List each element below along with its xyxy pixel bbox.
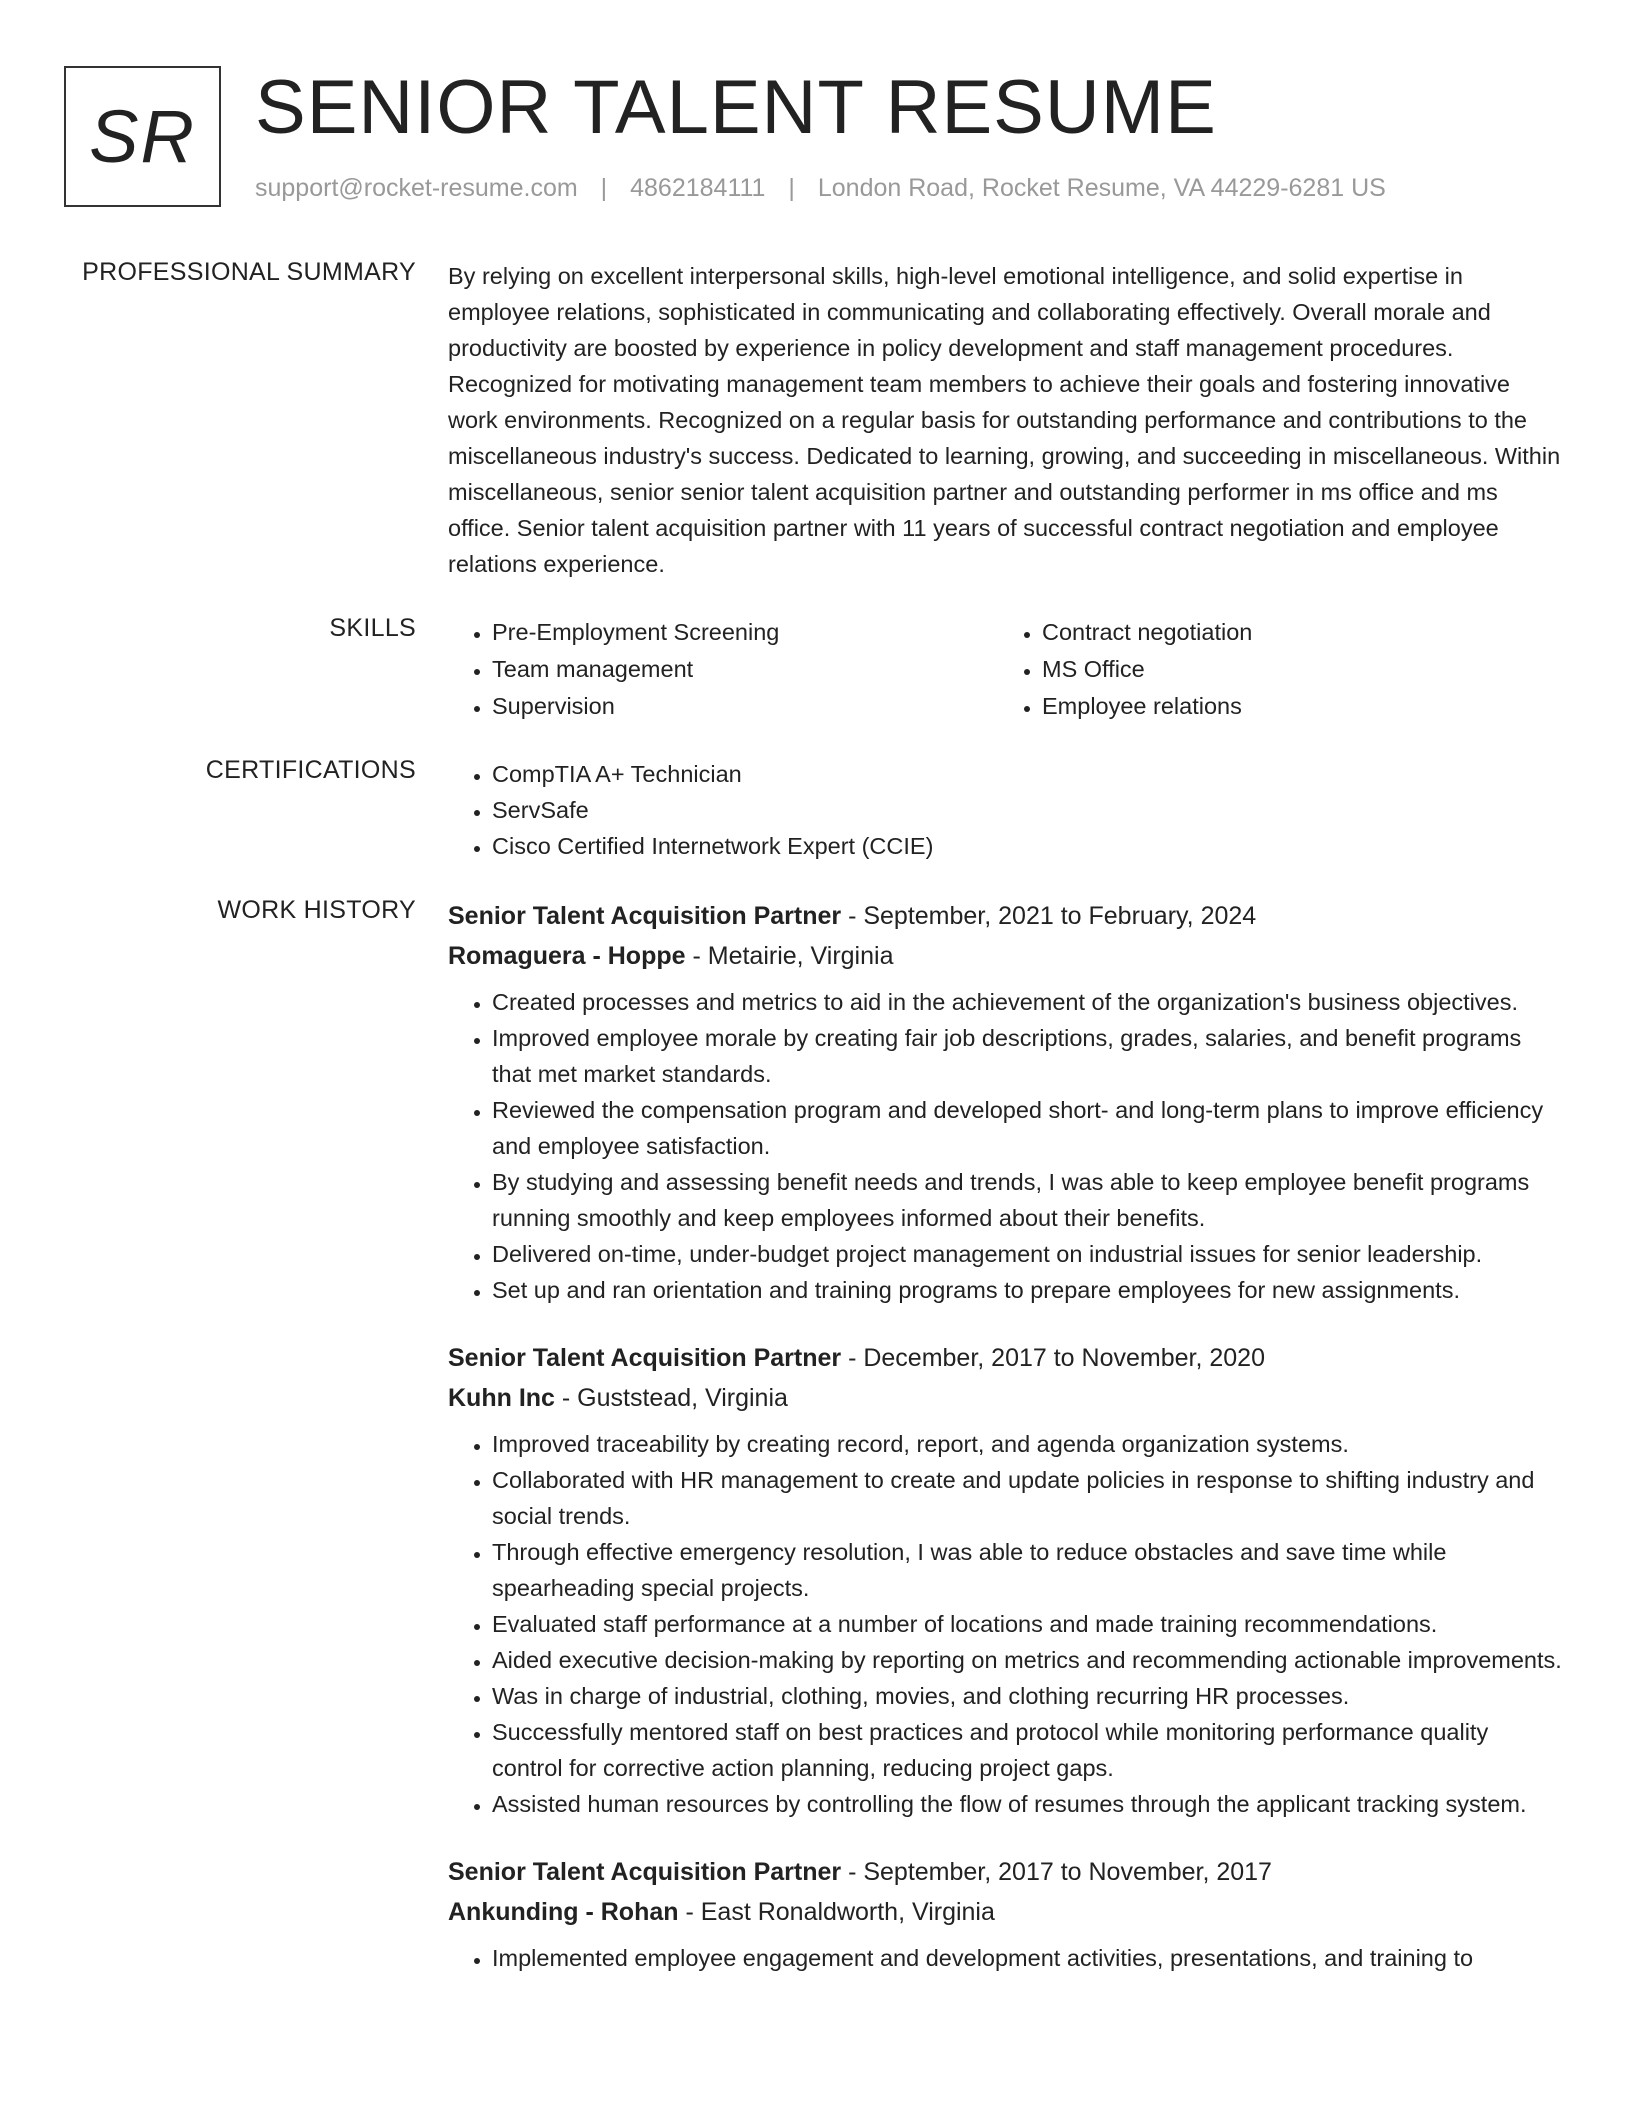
job-company-line (448, 1892, 1563, 1932)
job-entry (448, 1852, 1563, 1976)
job-title: Senior Talent Acquisition Partner (448, 902, 842, 930)
job-company: Ankunding - Rohan (448, 1898, 679, 1926)
job-bullet: • Created processes and metrics to aid in the achievement of the organization's business objectives. (492, 984, 1563, 1020)
skill-item: • Contract negotiation (1042, 614, 1548, 651)
job-bullet: • Improved traceability by creating record, report, and agenda organization systems. (492, 1426, 1563, 1462)
job-bullet: • Set up and ran orientation and training programs to prepare employees for new assignments. (492, 1272, 1563, 1308)
certification-item: • CompTIA A+ Technician (492, 756, 1563, 792)
job-entry (448, 1338, 1563, 1822)
job-company: Kuhn Inc (448, 1384, 555, 1412)
job-title: Senior Talent Acquisition Partner (448, 1858, 842, 1886)
job-location: - Metairie, Virginia (685, 942, 894, 970)
certifications-list (448, 756, 1563, 864)
job-bullets (448, 1940, 1563, 1976)
contact-separator: | (600, 174, 608, 202)
job-title-line (448, 1852, 1563, 1892)
job-title-line (448, 1338, 1563, 1378)
job-bullets (448, 1426, 1563, 1822)
contact-separator: | (788, 174, 795, 202)
job-bullets (448, 984, 1563, 1308)
work-history-body (448, 896, 1563, 1976)
section-label-summary: PROFESSIONAL SUMMARY (82, 258, 416, 286)
summary-body (448, 258, 1563, 582)
skills-list-right (998, 614, 1548, 725)
section-label-skills: SKILLS (329, 614, 416, 642)
skill-item: • MS Office (1042, 651, 1548, 688)
skill-item: • Employee relations (1042, 688, 1548, 725)
job-bullet: • Was in charge of industrial, clothing, movies, and clothing recurring HR processes. (492, 1678, 1563, 1714)
contact-line (255, 174, 1386, 203)
job-company-line (448, 936, 1563, 976)
section-label-certifications: CERTIFICATIONS (205, 756, 416, 784)
job-company: Romaguera - Hoppe (448, 942, 686, 970)
skill-item: • Pre-Employment Screening (492, 614, 998, 651)
job-location: - Guststead, Virginia (554, 1384, 788, 1412)
summary-text: By relying on excellent interpersonal skills, high-level emotional intelligence, and solid expertise in employee relations, sophisticated in communicating and collaborating effectively. Overall morale and productivity are boosted by experience in policy development and staff management procedures. Recognized for motivating management team members to achieve their goals and fostering innovative work environments. Recognized on a regular basis for outstanding performance and contributions to the miscellaneous industry's success. Dedicated to learning, growing, and succeeding in miscellaneous. Within miscellaneous, senior senior talent acquisition partner and outstanding performer in ms office and ms office. Senior talent acquisition partner with 11 years of successful contract negotiation and employee relations experience. (448, 263, 1561, 577)
section-label-work-history: WORK HISTORY (217, 896, 416, 924)
job-entry (448, 896, 1563, 1308)
job-bullet: • Implemented employee engagement and development activities, presentations, and training to (492, 1940, 1563, 1976)
skill-item: • Team management (492, 651, 998, 688)
certifications-body (448, 756, 1563, 864)
job-bullet: • Assisted human resources by controlling the flow of resumes through the applicant tracking system. (492, 1786, 1563, 1822)
resume-header (64, 66, 1592, 210)
job-dates: - September, 2021 to February, 2024 (841, 902, 1257, 930)
contact-phone: 4862184111 (630, 174, 766, 202)
job-bullet: • Improved employee morale by creating fair job descriptions, grades, salaries, and benefit programs that met market standards. (492, 1020, 1563, 1092)
job-bullet: • Reviewed the compensation program and developed short- and long-term plans to improve efficiency and employee satisfaction. (492, 1092, 1563, 1164)
job-bullet: • Collaborated with HR management to create and update policies in response to shifting industry and social trends. (492, 1462, 1563, 1534)
job-title-line (448, 896, 1563, 936)
certification-item: • ServSafe (492, 792, 1563, 828)
job-bullet: • Evaluated staff performance at a number of locations and made training recommendations. (492, 1606, 1563, 1642)
certification-item: • Cisco Certified Internetwork Expert (CCIE) (492, 828, 1563, 864)
skills-grid (448, 614, 1563, 725)
contact-address: London Road, Rocket Resume, VA 44229-6281 US (817, 174, 1386, 202)
job-dates: - December, 2017 to November, 2020 (841, 1344, 1265, 1372)
resume-name: SENIOR TALENT RESUME (255, 65, 1217, 150)
monogram-box: SR (64, 66, 221, 207)
job-bullet: • Aided executive decision-making by reporting on metrics and recommending actionable improvements. (492, 1642, 1563, 1678)
job-bullet: • Through effective emergency resolution, I was able to reduce obstacles and save time while spearheading special projects. (492, 1534, 1563, 1606)
job-bullet: • By studying and assessing benefit needs and trends, I was able to keep employee benefit programs running smoothly and keep employees informed about their benefits. (492, 1164, 1563, 1236)
job-dates: - September, 2017 to November, 2017 (841, 1858, 1272, 1886)
job-title: Senior Talent Acquisition Partner (448, 1344, 842, 1372)
skills-list-left (448, 614, 998, 725)
skill-item: • Supervision (492, 688, 998, 725)
job-company-line (448, 1378, 1563, 1418)
job-bullet: • Successfully mentored staff on best practices and protocol while monitoring performance quality control for corrective action planning, reducing project gaps. (492, 1714, 1563, 1786)
job-bullet: • Delivered on-time, under-budget project management on industrial issues for senior leadership. (492, 1236, 1563, 1272)
job-location: - East Ronaldworth, Virginia (678, 1898, 995, 1926)
contact-email: support@rocket-resume.com (255, 174, 578, 202)
